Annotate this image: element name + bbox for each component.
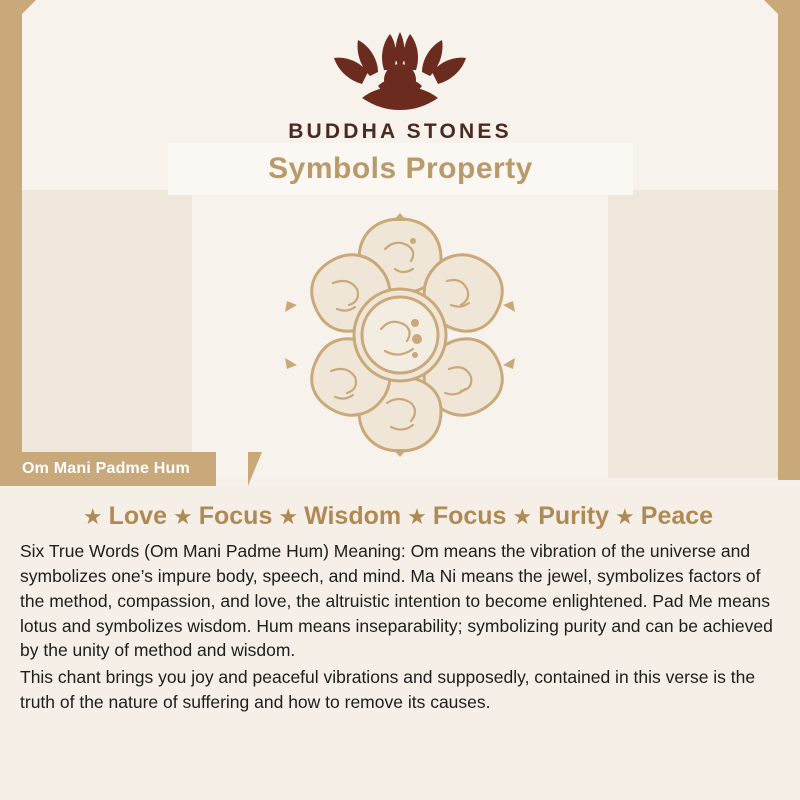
page-title: Symbols Property xyxy=(268,152,533,185)
ribbon-tail-decoration xyxy=(248,452,262,486)
description-paragraph-2: This chant brings you joy and peaceful vibrations and supposedly, contained in this verse is the truth of the nature of suffering and how to remove its causes. xyxy=(20,667,756,713)
page-title-bar xyxy=(168,143,633,195)
star-icon: ★ xyxy=(615,503,635,529)
keyword-wisdom: Wisdom xyxy=(304,502,402,530)
keyword-focus-2: Focus xyxy=(432,502,507,530)
symbol-name-ribbon xyxy=(0,452,216,486)
symbol-name-label: Om Mani Padme Hum xyxy=(22,460,190,477)
mandala-illustration xyxy=(0,205,800,465)
keyword-love: Love xyxy=(108,502,167,530)
description-paragraph-1: Six True Words (Om Mani Padme Hum) Meaning: Om means the vibration of the universe and symbolizes one’s impure body, speech, and mind. Ma Ni means the jewel, symbolizes factors of the method, compassion, and love, the altruistic intention to become enlightened. Pad Me means lotus and symbolizes wisdom. Hum means inseparability; symbolizing purity and can be achieved by the unity of method and wisdom. xyxy=(20,541,773,661)
star-icon: ★ xyxy=(82,503,103,529)
om-mani-padme-hum-lotus-mandala-icon xyxy=(235,205,565,465)
star-icon: ★ xyxy=(278,503,299,529)
keyword-peace: Peace xyxy=(640,502,714,530)
brand-logo xyxy=(0,18,800,144)
description-section xyxy=(0,486,800,800)
keyword-purity: Purity xyxy=(538,502,610,530)
keyword-focus-1: Focus xyxy=(198,502,273,530)
brand-name: BUDDHA STONES xyxy=(288,120,512,143)
lotus-meditation-figure-icon xyxy=(300,18,500,118)
keyword-list xyxy=(20,502,780,531)
star-icon: ★ xyxy=(407,503,427,529)
star-icon: ★ xyxy=(512,503,533,529)
star-icon: ★ xyxy=(173,503,193,529)
